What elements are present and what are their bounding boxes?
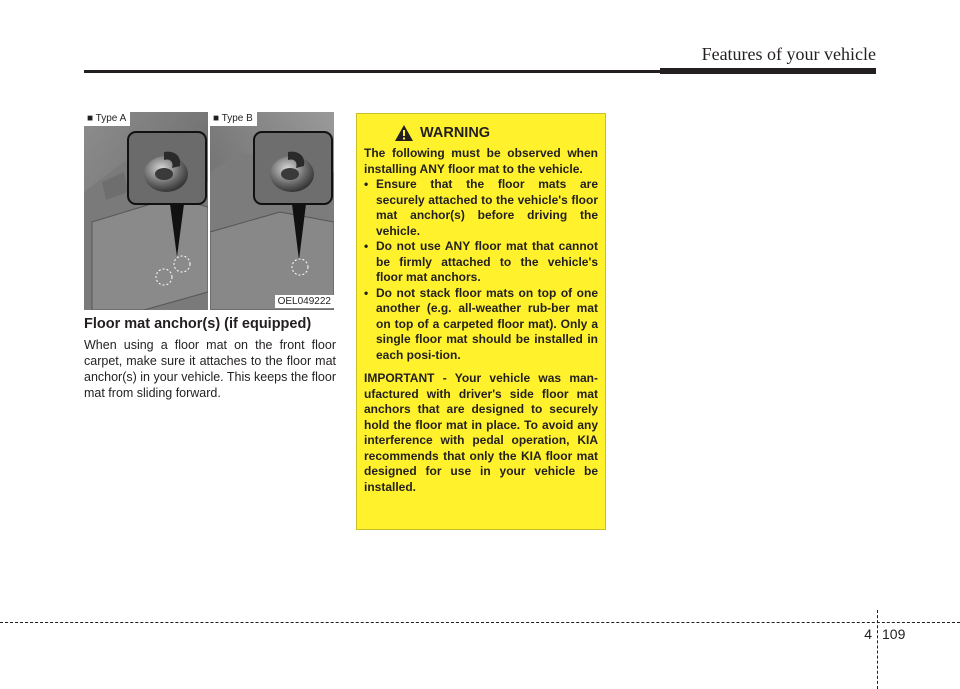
warning-title: WARNING [420, 125, 491, 141]
type-a-photo [84, 112, 208, 310]
warning-box [356, 113, 606, 530]
figure-code: OEL049222 [275, 295, 334, 308]
warning-item: • Do not use ANY floor mat that cannot be firmly attached to the vehicle's floor mat anchors. [364, 239, 598, 286]
warning-item: • Ensure that the floor mats are securely attached to the vehicle's floor mat anchor(s) before driving the vehicle. [364, 177, 598, 239]
footer-divider [877, 610, 878, 689]
square-bullet-icon: ■ [213, 113, 220, 124]
footer-rule [0, 622, 960, 623]
section-heading: Floor mat anchor(s) (if equipped) [84, 316, 312, 332]
type-b-label-text: Type B [221, 113, 253, 124]
warning-triangle-icon [394, 124, 414, 142]
section-body: When using a floor mat on the front floor carpet, make sure it attaches to the floor mat anchor(s) in your vehicle. This keeps the floor mat from sliding forward. [84, 338, 336, 400]
floor-mat-photos [84, 112, 334, 310]
type-b-label [210, 112, 257, 126]
floor-mat-anchor-figure [84, 112, 334, 310]
page-number: 109 [882, 626, 906, 642]
warning-important: IMPORTANT - Your vehicle was man-ufactured with driver's side floor mat anchors that are designed to securely hold the floor mat in place. To avoid any interference with pedal operation, KIA recommends that only the KIA floor mat designed for use in your vehicle be installed. [364, 371, 598, 494]
warning-header [394, 120, 598, 146]
type-a-label [84, 112, 130, 126]
warning-intro: The following must be observed when installing ANY floor mat to the vehicle. [364, 146, 598, 176]
type-a-label-text: Type A [95, 113, 127, 124]
header-rule-accent [660, 68, 876, 74]
square-bullet-icon: ■ [87, 113, 94, 124]
chapter-number: 4 [864, 626, 872, 642]
warning-list [364, 177, 598, 363]
page-header-title: Features of your vehicle [701, 44, 876, 64]
type-b-photo [210, 112, 334, 310]
warning-item: • Do not stack floor mats on top of one another (e.g. all-weather rub-ber mat on top of a carpeted floor mat). Only a single floor mat should be installed in each posi-tion. [364, 286, 598, 364]
